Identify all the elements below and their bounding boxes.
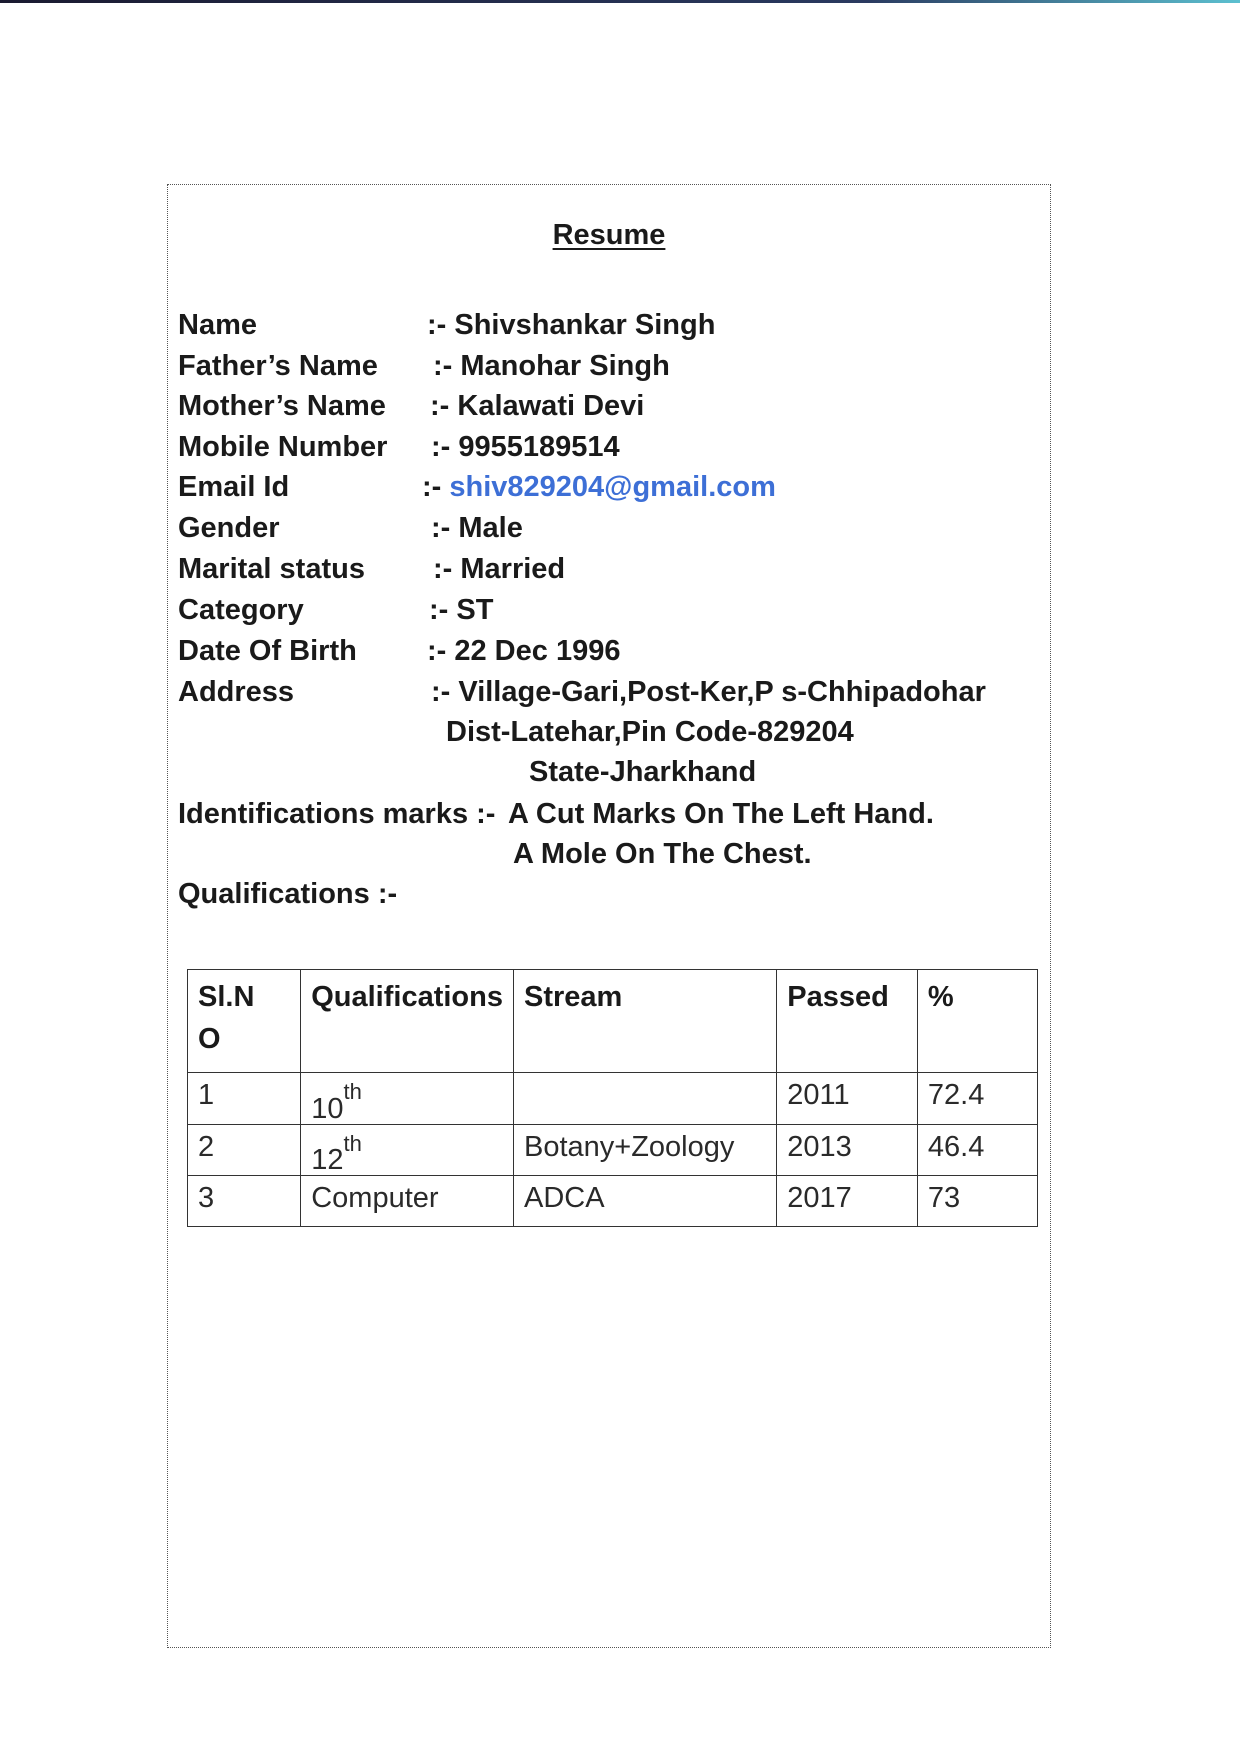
cell-stream: ADCA bbox=[513, 1176, 776, 1227]
header-passed: Passed bbox=[777, 970, 918, 1073]
cell-qualification bbox=[301, 1073, 514, 1125]
qual-sup: th bbox=[343, 1079, 362, 1104]
dob-value: :- 22 Dec 1996 bbox=[427, 635, 621, 667]
cell-slno: 3 bbox=[188, 1176, 301, 1227]
address-label: Address bbox=[178, 676, 295, 708]
scan-edge bbox=[0, 0, 1240, 3]
category-value: :- ST bbox=[429, 594, 494, 626]
qualifications-heading: Qualifications :- bbox=[178, 878, 398, 910]
table-row bbox=[188, 1124, 1038, 1176]
table-header-row bbox=[188, 970, 1038, 1073]
address-line1: :- Village-Gari,Post-Ker,P s-Chhipadohar bbox=[431, 676, 986, 708]
resume-page bbox=[167, 184, 1051, 1648]
name-value: :- Shivshankar Singh bbox=[427, 309, 716, 341]
qualifications-table bbox=[187, 969, 1038, 1227]
cell-percent: 46.4 bbox=[917, 1124, 1037, 1176]
cell-passed: 2011 bbox=[777, 1073, 918, 1125]
address-line3: State-Jharkhand bbox=[529, 756, 757, 788]
header-slno-line2: O bbox=[198, 1023, 221, 1055]
table-row bbox=[188, 1073, 1038, 1125]
marital-status-value: :- Married bbox=[433, 553, 566, 585]
header-slno bbox=[188, 970, 301, 1073]
mobile-value: :- 9955189514 bbox=[431, 431, 620, 463]
cell-slno: 2 bbox=[188, 1124, 301, 1176]
email-label: Email Id bbox=[178, 471, 290, 503]
cell-passed: 2017 bbox=[777, 1176, 918, 1227]
mobile-label: Mobile Number bbox=[178, 431, 388, 463]
cell-stream bbox=[513, 1073, 776, 1125]
email-link[interactable]: shiv829204@gmail.com bbox=[449, 471, 776, 503]
gender-label: Gender bbox=[178, 512, 280, 544]
table-row bbox=[188, 1176, 1038, 1227]
qual-base: 10 bbox=[311, 1092, 344, 1125]
header-percent: % bbox=[917, 970, 1037, 1073]
header-stream: Stream bbox=[513, 970, 776, 1073]
cell-percent: 72.4 bbox=[917, 1073, 1037, 1125]
cell-percent: 73 bbox=[917, 1176, 1037, 1227]
identification-label: Identifications marks :- bbox=[178, 798, 496, 830]
father-name-value: :- Manohar Singh bbox=[433, 350, 670, 382]
email-value-row bbox=[422, 471, 776, 504]
dob-label: Date Of Birth bbox=[178, 635, 357, 667]
page-title: Resume bbox=[552, 219, 666, 251]
identification-line1: A Cut Marks On The Left Hand. bbox=[508, 798, 934, 830]
name-label: Name bbox=[178, 309, 257, 341]
cell-qualification bbox=[301, 1124, 514, 1176]
qual-sup: th bbox=[343, 1130, 362, 1156]
cell-qualification: Computer bbox=[301, 1176, 514, 1227]
mother-name-label: Mother’s Name bbox=[178, 390, 386, 422]
father-name-label: Father’s Name bbox=[178, 350, 378, 382]
identification-line2: A Mole On The Chest. bbox=[513, 838, 812, 870]
gender-value: :- Male bbox=[431, 512, 523, 544]
header-qualification: Qualifications bbox=[301, 970, 514, 1073]
cell-stream: Botany+Zoology bbox=[513, 1124, 776, 1176]
cell-slno: 1 bbox=[188, 1073, 301, 1125]
mother-name-value: :- Kalawati Devi bbox=[430, 390, 645, 422]
address-line2: Dist-Latehar,Pin Code-829204 bbox=[446, 716, 854, 748]
marital-status-label: Marital status bbox=[178, 553, 365, 585]
email-prefix: :- bbox=[422, 471, 450, 503]
category-label: Category bbox=[178, 594, 304, 626]
header-slno-line1: Sl.N bbox=[198, 981, 255, 1013]
qual-base: 12 bbox=[311, 1144, 344, 1177]
cell-passed: 2013 bbox=[777, 1124, 918, 1176]
